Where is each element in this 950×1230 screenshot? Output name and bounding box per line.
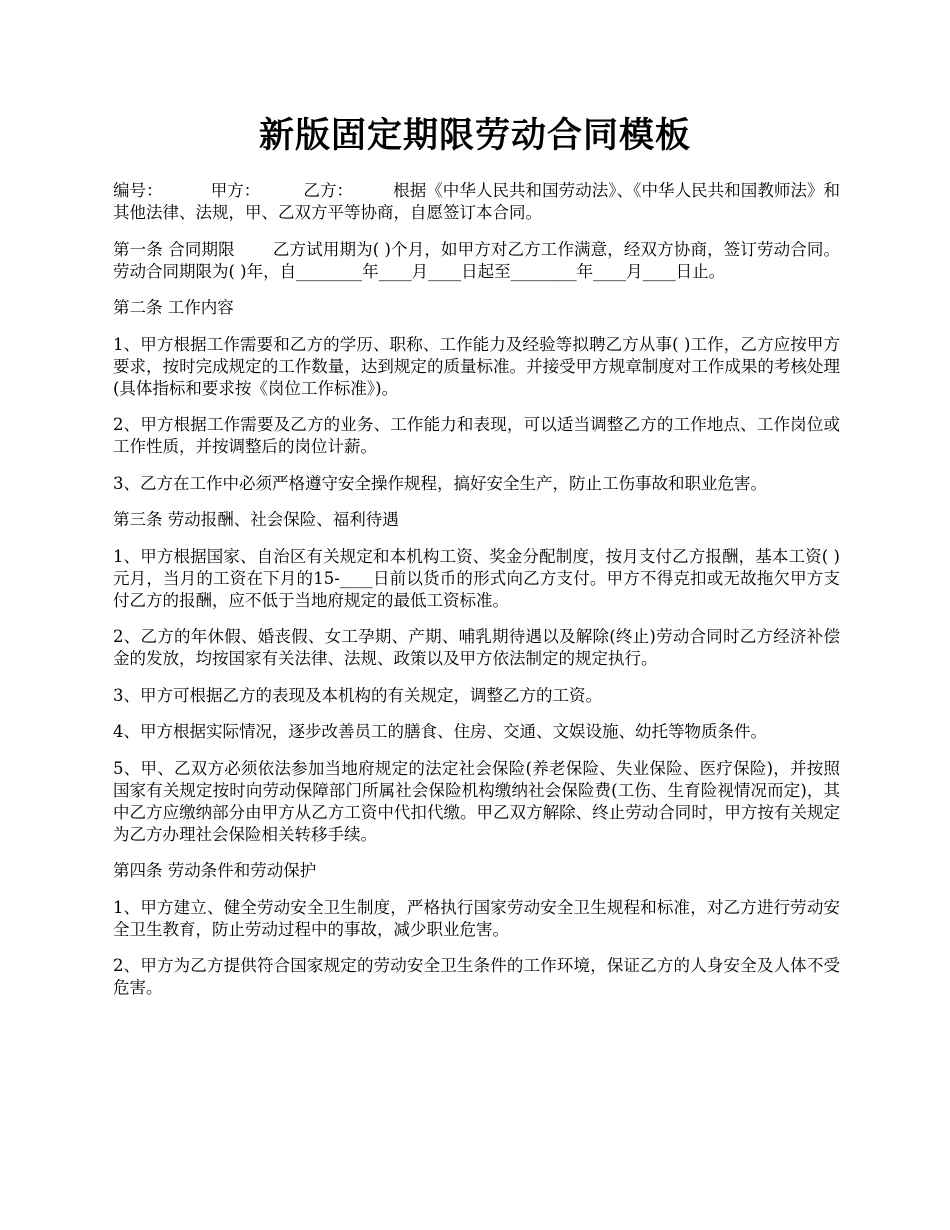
article-2-item: 3、乙方在工作中必须严格遵守安全操作规程，搞好安全生产，防止工伤事故和职业危害。 [113,473,767,493]
article-2-item: 1、甲方根据工作需要和乙方的学历、职称、工作能力及经验等拟聘乙方从事( )工作，乙方应按甲方要求，按时完成规定的工作数量，达到规定的质量标准。并接受甲方规章制度对工作成果的考核处理(具体指标和要求按《岗位工作标准》)。 [113,334,840,398]
article-4-item: 2、甲方为乙方提供符合国家规定的劳动安全卫生条件的工作环境，保证乙方的人身安全及人体不受危害。 [113,956,840,997]
article-1-text: 乙方试用期为( )个月，如甲方对乙方工作满意，经双方协商，签订劳动合同。劳动合同期限为( )年，自________年____月____日起至________年____月____日止。 [113,239,840,281]
article-4-item: 1、甲方建立、健全劳动安全卫生制度，严格执行国家劳动安全卫生规程和标准，对乙方进行劳动安全卫生教育，防止劳动过程中的事故，减少职业危害。 [113,897,840,939]
intro-paragraph [113,180,840,224]
article-3-item: 2、乙方的年休假、婚丧假、女工孕期、产期、哺乳期待遇以及解除(终止)劳动合同时乙方经济补偿金的发放，均按国家有关法律、法规、政策以及甲方依法制定的规定执行。 [113,627,840,668]
article-3-heading: 第三条 劳动报酬、社会保险、福利待遇 [113,510,399,529]
article-3-item: 1、甲方根据国家、自治区有关规定和本机构工资、奖金分配制度，按月支付乙方报酬，基本工资( )元月，当月的工资在下月的15-____日前以货币的形式向乙方支付。甲方不得克扣或无故拖欠甲方支付乙方的报酬，应不低于当地府规定的最低工资标准。 [113,546,840,610]
party-a-label: 甲方： [210,181,261,200]
article-3-item: 4、甲方根据实际情况，逐步改善员工的膳食、住房、交通、文娱设施、幼托等物质条件。 [113,722,767,741]
article-2-item: 2、甲方根据工作需要及乙方的业务、工作能力和表现，可以适当调整乙方的工作地点、工作岗位或工作性质，并按调整后的岗位计薪。 [113,415,840,456]
article-2-heading: 第二条 工作内容 [113,298,234,317]
article-1-heading: 第一条 合同期限 [113,239,235,259]
number-label: 编号： [113,181,163,200]
article-3-item: 5、甲、乙双方必须依法参加当地府规定的法定社会保险(养老保险、失业保险、医疗保险)，并按照国家有关规定按时向劳动保障部门所属社会保险机构缴纳社会保险费(工伤、生育险视情况而定)，其中乙方应缴纳部分由甲方从乙方工资中代扣代缴。甲乙双方解除、终止劳动合同时，甲方按有关规定为乙方办理社会保险相关转移手续。 [113,758,840,844]
article-4-heading: 第四条 劳动条件和劳动保护 [113,861,317,880]
article-1-paragraph [113,239,840,283]
article-3-item: 3、甲方可根据乙方的表现及本机构的有关规定，调整乙方的工资。 [113,685,602,705]
document-title: 新版固定期限劳动合同模板 [258,115,691,156]
intro-text: 根据《中华人民共和国劳动法》、《中华人民共和国教师法》和其他法律、法规，甲、乙双方平等协商，自愿签订本合同。 [113,181,841,222]
party-b-label: 乙方： [303,181,354,200]
document-body [113,180,840,1014]
